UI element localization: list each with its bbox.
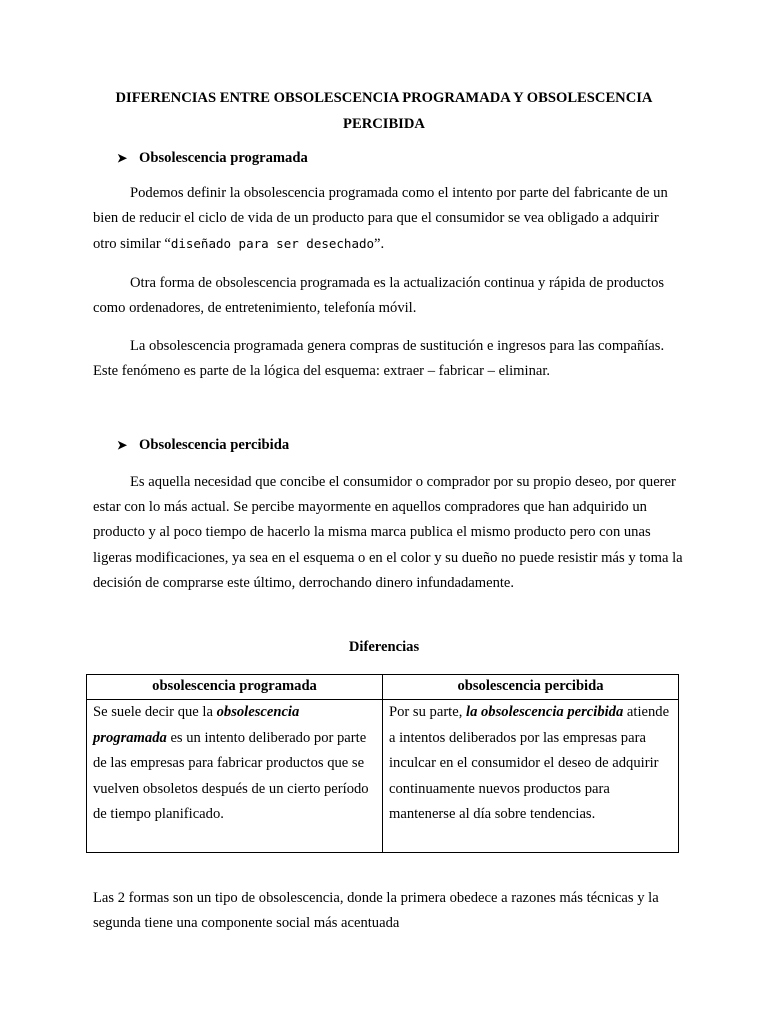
section-heading-label: Obsolescencia percibida bbox=[139, 437, 290, 453]
table-header-row bbox=[87, 675, 679, 700]
arrow-bullet-icon: ➤ bbox=[117, 438, 128, 452]
table-header-cell: obsolescencia percibida bbox=[383, 675, 679, 700]
paragraph: Otra forma de obsolescencia programada es la actualización continua y rápida de productos como ordenadores, de entretenimiento, telefonía móvil. bbox=[93, 275, 665, 317]
section-heading-label: Obsolescencia programada bbox=[139, 150, 308, 166]
differences-table bbox=[86, 674, 679, 853]
section-heading-programada bbox=[117, 148, 308, 168]
document-title bbox=[88, 85, 680, 137]
table-row bbox=[87, 700, 679, 853]
section-heading-percibida bbox=[117, 435, 289, 455]
differences-heading: Diferencias bbox=[348, 639, 420, 655]
quoted-phrase: diseñado para ser desechado bbox=[170, 236, 375, 252]
emphasized-term: la obsolescencia percibida bbox=[466, 704, 624, 720]
emphasized-term: obsolescencia programada bbox=[93, 704, 300, 746]
table-cell-percibida: Por su parte, la obsolescencia percibida atiende a intentos deliberados por las empresas para inculcar en el consumidor el deseo de adquirir continuamente nuevos productos para mantenerse al día sobre tendencias. bbox=[383, 700, 679, 853]
table-header-cell: obsolescencia programada bbox=[87, 675, 383, 700]
paragraph: Es aquella necesidad que concibe el consumidor o comprador por su propio deseo, por querer estar con lo más actual. Se percibe mayormente en aquellos compradores que han adquirido un producto y al poco tiempo de hacerlo la misma marca publica el mismo producto pero con unas ligeras modificaciones, ya sea en el esquema o en el color y su dueño no puede resistir más y toma la decisión de comprarse este último, derrochando dinero infundadamente. bbox=[93, 474, 683, 591]
table-cell-programada: Se suele decir que la obsolescencia programada es un intento deliberado por parte de las empresas para fabricar productos que se vuelven obsoletos después de un cierto período de tiempo planificado. bbox=[87, 700, 383, 853]
title-line-2: PERCIBIDA bbox=[343, 116, 425, 132]
paragraph: La obsolescencia programada genera compras de sustitución e ingresos para las compañías. Este fenómeno es parte de la lógica del esquema: extraer – fabricar – eliminar. bbox=[93, 338, 665, 380]
arrow-bullet-icon: ➤ bbox=[117, 151, 128, 165]
conclusion-paragraph: Las 2 formas son un tipo de obsolescencia, donde la primera obedece a razones más técnicas y la segunda tiene una componente social más acentuada bbox=[93, 890, 659, 932]
title-line-1: DIFERENCIAS ENTRE OBSOLESCENCIA PROGRAMADA Y OBSOLESCENCIA bbox=[115, 90, 653, 106]
paragraph: Podemos definir la obsolescencia programada como el intento por parte del fabricante de un bien de reducir el ciclo de vida de un producto para que el consumidor se vea obligado a adquirir otro similar “diseñado para ser desechado”. bbox=[93, 185, 668, 253]
